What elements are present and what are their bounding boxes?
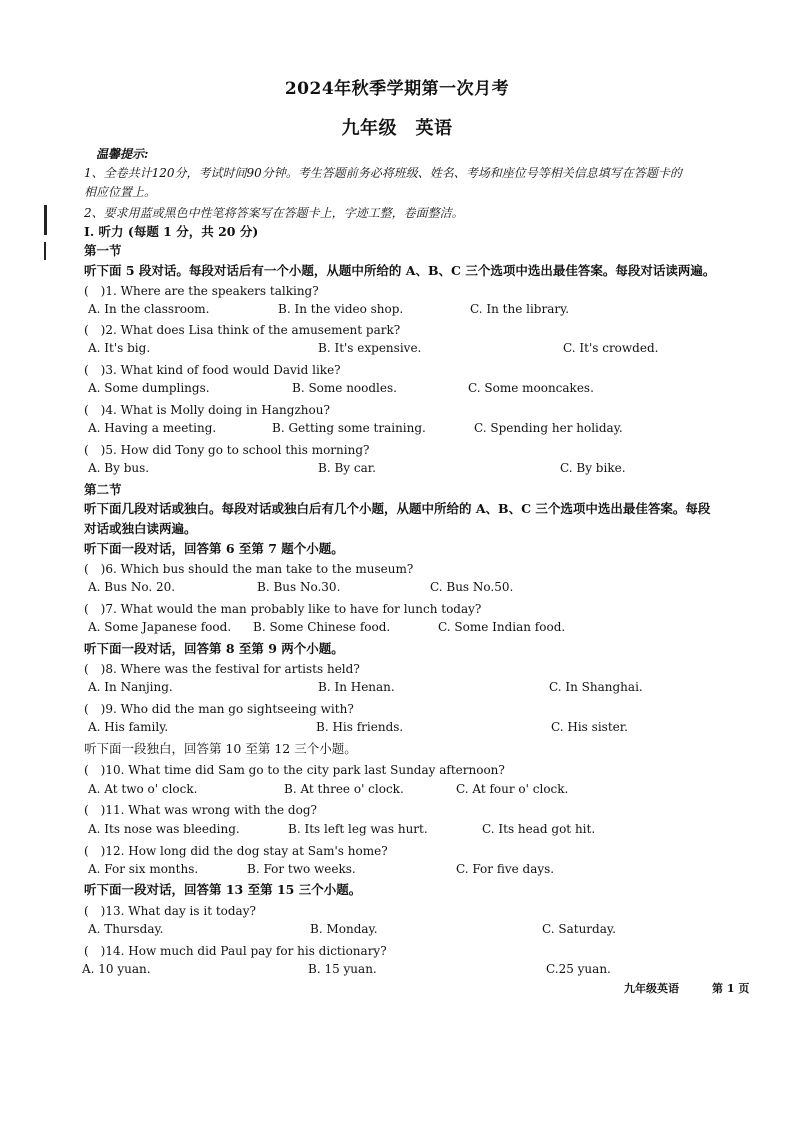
question-8-option-a: A. In Nanjing. (88, 680, 173, 694)
question-1: ( )1. Where are the speakers talking? (84, 284, 319, 298)
question-3: ( )3. What kind of food would David like? (84, 363, 341, 377)
question-11-option-b: B. Its left leg was hurt. (288, 822, 428, 836)
question-2-option-b: B. It's expensive. (318, 341, 422, 355)
question-13-option-a: A. Thursday. (88, 922, 164, 936)
scan-edge-mark (44, 242, 46, 260)
sub-instruction-6-7: 听下面一段对话，回答第 6 至第 7 题个小题。 (84, 541, 344, 556)
scan-edge-mark (44, 205, 47, 235)
question-11-option-a: A. Its nose was bleeding. (88, 822, 240, 836)
question-9: ( )9. Who did the man go sightseeing with? (84, 702, 354, 716)
question-9-option-a: A. His family. (88, 720, 169, 734)
question-11: ( )11. What was wrong with the dog? (84, 803, 317, 817)
question-10: ( )10. What time did Sam go to the city park last Sunday afternoon? (84, 763, 505, 777)
question-10-option-a: A. At two o' clock. (88, 782, 198, 796)
question-9-option-c: C. His sister. (551, 720, 628, 734)
question-7-option-b: B. Some Chinese food. (253, 620, 391, 634)
question-8-option-c: C. In Shanghai. (549, 680, 643, 694)
question-3-option-c: C. Some mooncakes. (468, 381, 594, 395)
section-2-instructions: 听下面几段对话或独白。每段对话或独白后有几个小题，从题中所给的 A、B、C 三个选项中选出最佳答案。每段 (84, 501, 711, 516)
question-12: ( )12. How long did the dog stay at Sam's home? (84, 844, 388, 858)
question-13: ( )13. What day is it today? (84, 904, 256, 918)
question-14-option-c: C.25 yuan. (546, 962, 611, 976)
footer-subject: 九年级英语 (624, 982, 679, 995)
tips-label: 温馨提示: (96, 147, 149, 161)
question-1-option-a: A. In the classroom. (88, 302, 210, 316)
question-12-option-b: B. For two weeks. (247, 862, 356, 876)
question-5: ( )5. How did Tony go to school this morning? (84, 443, 370, 457)
question-4-option-c: C. Spending her holiday. (474, 421, 623, 435)
section-2-heading: 第二节 (84, 482, 122, 497)
sub-instruction-8-9: 听下面一段对话，回答第 8 至第 9 两个小题。 (84, 641, 344, 656)
question-9-option-b: B. His friends. (316, 720, 404, 734)
tip-line-1: 1、全卷共计120分，考试时间90分钟。考生答题前务必将班级、姓名、考场和座位号等相关信息填写在答题卡的 (84, 166, 682, 180)
question-6-option-c: C. Bus No.50. (430, 580, 514, 594)
question-6-option-b: B. Bus No.30. (257, 580, 341, 594)
question-7: ( )7. What would the man probably like to have for lunch today? (84, 602, 482, 616)
question-8-option-b: B. In Henan. (318, 680, 395, 694)
footer-page-number: 第 1 页 (712, 982, 750, 995)
part1-heading: I. 听力 (每题 1 分，共 20 分) (84, 224, 259, 239)
tip-line-1b: 相应位置上。 (84, 185, 157, 199)
question-4: ( )4. What is Molly doing in Hangzhou? (84, 403, 330, 417)
question-5-option-c: C. By bike. (560, 461, 626, 475)
question-2: ( )2. What does Lisa think of the amusement park? (84, 323, 401, 337)
question-2-option-c: C. It's crowded. (563, 341, 659, 355)
question-6: ( )6. Which bus should the man take to the museum? (84, 562, 414, 576)
question-10-option-b: B. At three o' clock. (284, 782, 404, 796)
sub-instruction-13-15: 听下面一段对话，回答第 13 至第 15 三个小题。 (84, 882, 362, 897)
section-1-heading: 第一节 (84, 243, 122, 258)
tip-line-2: 2、要求用蓝或黑色中性笔将答案写在答题卡上，字迹工整，卷面整洁。 (84, 206, 464, 220)
exam-subtitle: 九年级 英语 (341, 118, 453, 139)
question-7-option-a: A. Some Japanese food. (88, 620, 232, 634)
question-14: ( )14. How much did Paul pay for his dictionary? (84, 944, 387, 958)
question-14-option-a: A. 10 yuan. (82, 962, 151, 976)
question-5-option-a: A. By bus. (88, 461, 150, 475)
question-8: ( )8. Where was the festival for artists held? (84, 662, 360, 676)
section-2-instructions-cont: 对话或独白读两遍。 (84, 521, 197, 536)
question-5-option-b: B. By car. (318, 461, 376, 475)
exam-title: 2024年秋季学期第一次月考 (284, 79, 510, 99)
section-1-instructions: 听下面 5 段对话。每段对话后有一个小题，从题中所给的 A、B、C 三个选项中选出最佳答案。每段对话读两遍。 (84, 263, 716, 278)
question-7-option-c: C. Some Indian food. (438, 620, 566, 634)
question-3-option-b: B. Some noodles. (292, 381, 397, 395)
question-12-option-c: C. For five days. (456, 862, 555, 876)
question-6-option-a: A. Bus No. 20. (88, 580, 176, 594)
question-4-option-a: A. Having a meeting. (88, 421, 217, 435)
question-3-option-a: A. Some dumplings. (88, 381, 210, 395)
question-2-option-a: A. It's big. (88, 341, 151, 355)
question-11-option-c: C. Its head got hit. (482, 822, 596, 836)
question-14-option-b: B. 15 yuan. (308, 962, 377, 976)
sub-instruction-10-12: 听下面一段独白，回答第 10 至第 12 三个小题。 (84, 741, 357, 756)
question-10-option-c: C. At four o' clock. (456, 782, 569, 796)
question-4-option-b: B. Getting some training. (272, 421, 426, 435)
question-1-option-b: B. In the video shop. (278, 302, 404, 316)
question-1-option-c: C. In the library. (470, 302, 570, 316)
question-13-option-b: B. Monday. (310, 922, 378, 936)
question-13-option-c: C. Saturday. (542, 922, 616, 936)
question-12-option-a: A. For six months. (88, 862, 199, 876)
